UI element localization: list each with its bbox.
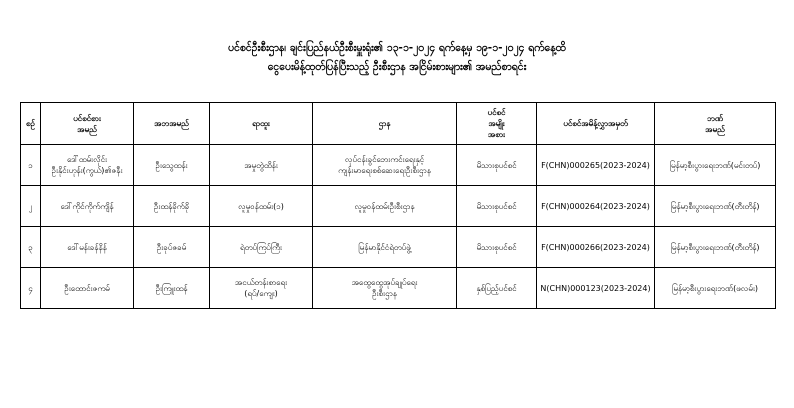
cell-name: ဒေါ်ထမ်းလိုင်း ဦးနိုင်းဟုန်း(ကွယ်)၏ဇနီး: [41, 145, 134, 186]
cell-department: မြန်မာနိုင်ငံရဲတပ်ဖွဲ့: [313, 227, 457, 268]
table-row: [21, 186, 776, 227]
cell-type: မိသားစုပင်စင်: [457, 145, 537, 186]
cell-position: ရဲတပ်ကြပ်ကြီး: [210, 227, 313, 268]
cell-order-no: N(CHN)000123(2023-2024): [537, 268, 655, 309]
table-header-row: [21, 103, 776, 145]
cell-father: ဦးခုပ်ဇခမ်: [134, 227, 210, 268]
cell-type: မိသားစုပင်စင်: [457, 186, 537, 227]
header-order-number: ပင်စင်အမိန့်လွှာအမှတ်: [537, 103, 655, 145]
cell-department: လူမှုဝန်ထမ်းဦးစီးဌာန: [313, 186, 457, 227]
cell-order-no: F(CHN)000265(2023-2024): [537, 145, 655, 186]
cell-serial: ၃: [21, 227, 41, 268]
header-serial: စဉ်: [21, 103, 41, 145]
cell-position: လူမှုဝန်ထမ်း(၁): [210, 186, 313, 227]
cell-serial: ၁: [21, 145, 41, 186]
header-bank-name: ဘဏ် အမည်: [655, 103, 776, 145]
cell-bank: မြန်မာ့စီးပွားရေးဘဏ်(မင်းတပ်): [655, 145, 776, 186]
cell-father: ဦးထန်ခိုက်ခို: [134, 186, 210, 227]
cell-position: အမှုတွဲထိန်း: [210, 145, 313, 186]
cell-type: မိသားစုပင်စင်: [457, 227, 537, 268]
header-father-name: အဘအမည်: [134, 103, 210, 145]
cell-name: ဦးထောင်းဇကမ်: [41, 268, 134, 309]
cell-bank: မြန်မာ့စီးပွားရေးဘဏ်(တီးတိန်): [655, 186, 776, 227]
cell-position: အငယ်တန်းစာရေး (ရပ်/ကျေး): [210, 268, 313, 309]
header-position: ရာထူး: [210, 103, 313, 145]
cell-serial: ၂: [21, 186, 41, 227]
header-pensioner-name: ပင်စင်စား အမည်: [41, 103, 134, 145]
cell-order-no: F(CHN)000266(2023-2024): [537, 227, 655, 268]
cell-name: ဒေါ်မန်းခန်နိန်: [41, 227, 134, 268]
table-row: [21, 145, 776, 186]
document-title-line-2: ငွေပေးမိန့်ထုတ်ပြန်ပြီးသည့် ဦးစီးဌာန အငြိမ်းစားများ၏ အမည်စာရင်း: [267, 61, 527, 73]
cell-department: အထွေထွေအုပ်ချုပ်ရေး ဦးစီးဌာန: [313, 268, 457, 309]
cell-bank: မြန်မာ့စီးပွားရေးဘဏ်(တီးတိန်): [655, 227, 776, 268]
document-title-line-1: ပင်စင်ဦးစီးဌာန၊ ချင်းပြည်နယ်ဦးစီးမှူးရုံး၏ ၁၃-၁-၂၀၂၄ ရက်နေ့မှ ၁၉-၁-၂၀၂၄ ရက်နေ့ထိ: [228, 42, 566, 54]
header-pension-type: ပင်စင် အမျိုး အစား: [457, 103, 537, 145]
cell-name: ဒေါ်ကိုင်ကိုက်ကျိန်: [41, 186, 134, 227]
cell-father: ဦးကြူးထန်: [134, 268, 210, 309]
cell-order-no: F(CHN)000264(2023-2024): [537, 186, 655, 227]
cell-department: လုပ်ငန်းခွင်ဘေးကင်းရေးနှင့် ကျန်းမာရေးစစ်ဆေးရေးဦးစီးဌာန: [313, 145, 457, 186]
table-row: [21, 268, 776, 309]
cell-serial: ၄: [21, 268, 41, 309]
cell-bank: မြန်မာ့စီးပွားရေးဘဏ်(ဖလမ်း): [655, 268, 776, 309]
pension-table: [20, 102, 776, 309]
table-row: [21, 227, 776, 268]
cell-father: ဦးသွေထန်း: [134, 145, 210, 186]
cell-type: နှစ်ပြည့်ပင်စင်: [457, 268, 537, 309]
header-department: ဌာန: [313, 103, 457, 145]
